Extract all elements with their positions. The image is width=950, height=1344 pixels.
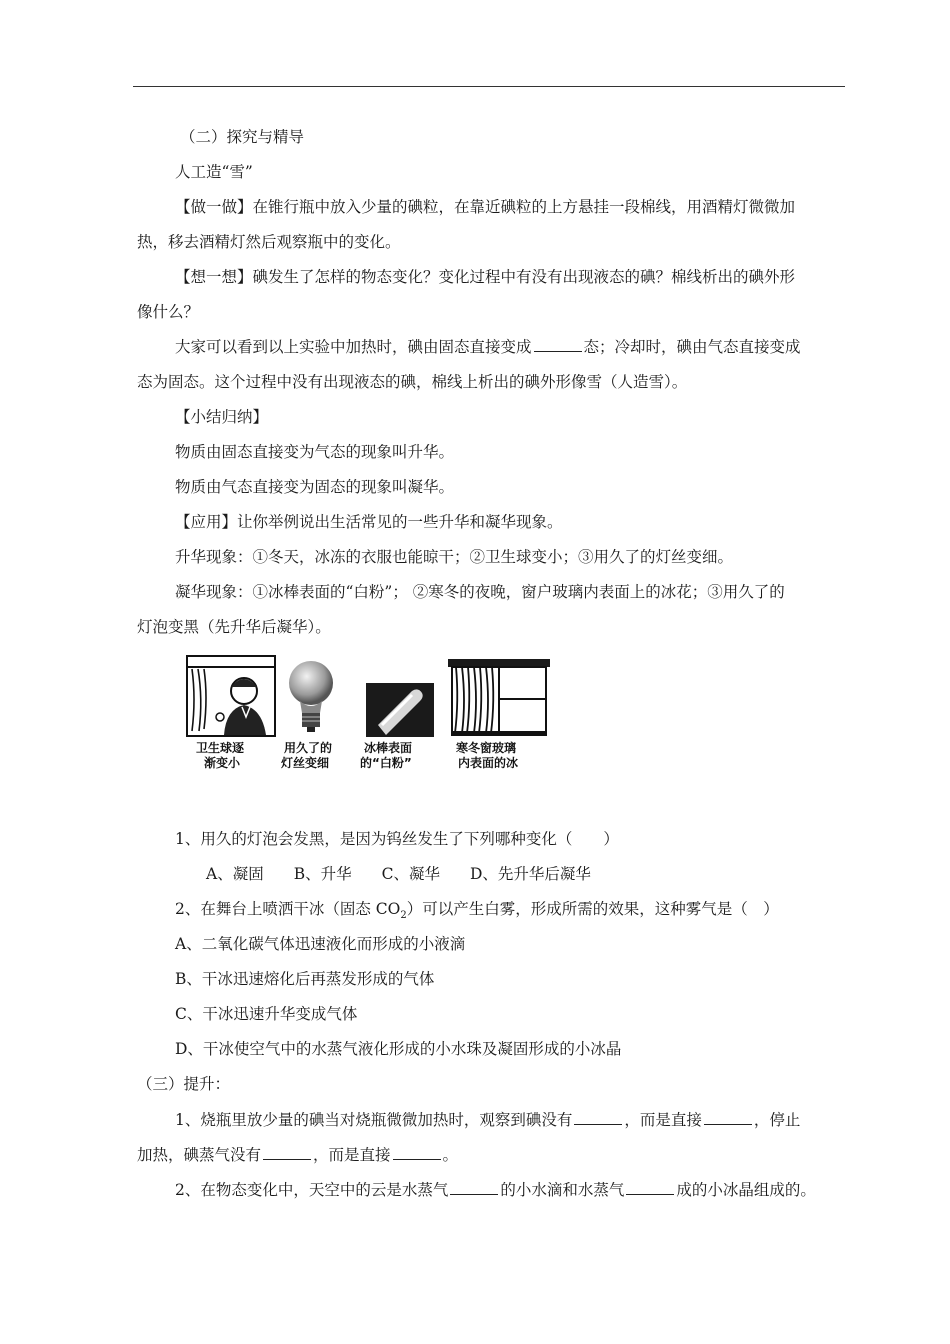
question-2-text-b: ）可以产生白雾，形成所需的效果，这种雾气是（ ） [406,900,779,918]
figure-caption-4b: 内表面的冰 [458,756,519,770]
fill-blank[interactable] [393,1145,441,1160]
option-a[interactable]: A、凝固 [206,865,264,883]
figure-ice-pop [356,655,440,773]
figure-window [448,655,550,773]
section-heading-3: （三）提升： [137,1075,231,1093]
problem-1-line-1 [175,1110,800,1130]
figure-caption-4a: 寒冬窗玻璃 [456,741,517,755]
deposition-definition: 物质由气态直接变为固态的现象叫凝华。 [175,478,455,496]
figure-caption-1a: 卫生球逐 [196,741,245,755]
mothball-wardrobe-image [186,655,276,737]
observation-text-a: 大家可以看到以上实验中加热时，碘由固态直接变成 [175,338,532,356]
figure-bulb [278,655,348,773]
frosted-window-image [448,655,550,737]
problem-1-text-b: ，而是直接 [624,1111,702,1129]
do-it-line-1: 【做一做】在锥行瓶中放入少量的碘粒，在靠近碘粒的上方悬挂一段棉线，用酒精灯微微加 [175,198,796,216]
observation-line-1 [175,337,801,357]
application-heading: 【应用】让你举例说出生活常见的一些升华和凝华现象。 [175,513,563,531]
fill-blank[interactable] [450,1180,498,1195]
think-line-2: 像什么？ [137,303,200,321]
question-2-option-a[interactable]: A、二氧化碳气体迅速液化而形成的小液滴 [175,935,466,953]
option-b[interactable]: B、升华 [293,865,352,883]
problem-1-text-a: 1、烧瓶里放少量的碘当对烧瓶微微加热时，观察到碘没有 [175,1111,573,1129]
do-it-line-2: 热，移去酒精灯然后观察瓶中的变化。 [137,233,401,251]
deposition-examples-1: 凝华现象：①冰棒表面的“白粉”； ②寒冬的夜晚，窗户玻璃内表面上的冰花；③用久了的 [175,583,785,601]
problem-2-text-b: 的小水滴和水蒸气 [500,1181,625,1199]
question-2-text-a: 2、在舞台上喷洒干冰（固态 CO [175,900,401,918]
sublimation-examples: 升华现象：①冬天，冰冻的衣服也能晾干；②卫生球变小；③用久了的灯丝变细。 [175,548,734,566]
question-2-option-b[interactable]: B、干冰迅速熔化后再蒸发形成的气体 [175,970,435,988]
topic-title: 人工造“雪” [175,163,253,181]
problem-1-text-e: ，而是直接 [313,1146,391,1164]
section-heading-2: （二）探究与精导 [180,128,305,146]
problem-2-text-a: 2、在物态变化中，天空中的云是水蒸气 [175,1181,449,1199]
light-bulb-image [278,655,348,737]
fill-blank[interactable] [626,1180,674,1195]
figure-caption-3b: 的“白粉” [360,756,412,770]
problem-1-text-f: 。 [442,1146,459,1164]
question-2-option-d[interactable]: D、干冰使空气中的水蒸气液化形成的小水珠及凝固形成的小冰晶 [175,1040,622,1058]
think-line-1: 【想一想】碘发生了怎样的物态变化？变化过程中有没有出现液态的碘？棉线析出的碘外形 [175,268,796,286]
summary-heading: 【小结归纳】 [175,408,269,426]
problem-2 [175,1180,816,1200]
fill-blank[interactable] [574,1110,622,1125]
deposition-examples-2: 灯泡变黑（先升华后凝华）。 [137,618,331,636]
header-rule [133,86,845,87]
option-c[interactable]: C、凝华 [381,865,440,883]
problem-1-text-d: 加热，碘蒸气没有 [137,1146,262,1164]
problem-2-text-c: 成的小冰晶组成的。 [676,1181,816,1199]
fill-blank[interactable] [704,1110,752,1125]
question-2 [175,899,779,926]
observation-line-2: 态为固态。这个过程中没有出现液态的碘，棉线上析出的碘外形像雪（人造雪）。 [137,373,688,391]
figure-mothball [186,655,276,773]
figure-caption-3a: 冰棒表面 [364,741,413,755]
problem-1-text-c: ，停止 [753,1111,801,1129]
question-1: 1、用久的灯泡会发黑，是因为钨丝发生了下列哪种变化（ ） [175,830,619,848]
observation-text-b: 态；冷却时，碘由气态直接变成 [583,338,801,356]
figure-caption-2b: 灯丝变细 [281,756,330,770]
sublimation-definition: 物质由固态直接变为气态的现象叫升华。 [175,443,455,461]
question-2-option-c[interactable]: C、干冰迅速升华变成气体 [175,1005,358,1023]
figure-caption-1b: 渐变小 [204,756,241,770]
option-d[interactable]: D、先升华后凝华 [469,865,591,883]
ice-pop-image [356,655,438,737]
fill-blank[interactable] [534,337,582,352]
problem-1-line-2 [137,1145,458,1165]
fill-blank[interactable] [263,1145,311,1160]
question-1-options [206,864,621,884]
subscript-2: 2 [400,910,407,922]
illustration-strip [186,655,550,773]
figure-caption-2a: 用久了的 [284,741,333,755]
